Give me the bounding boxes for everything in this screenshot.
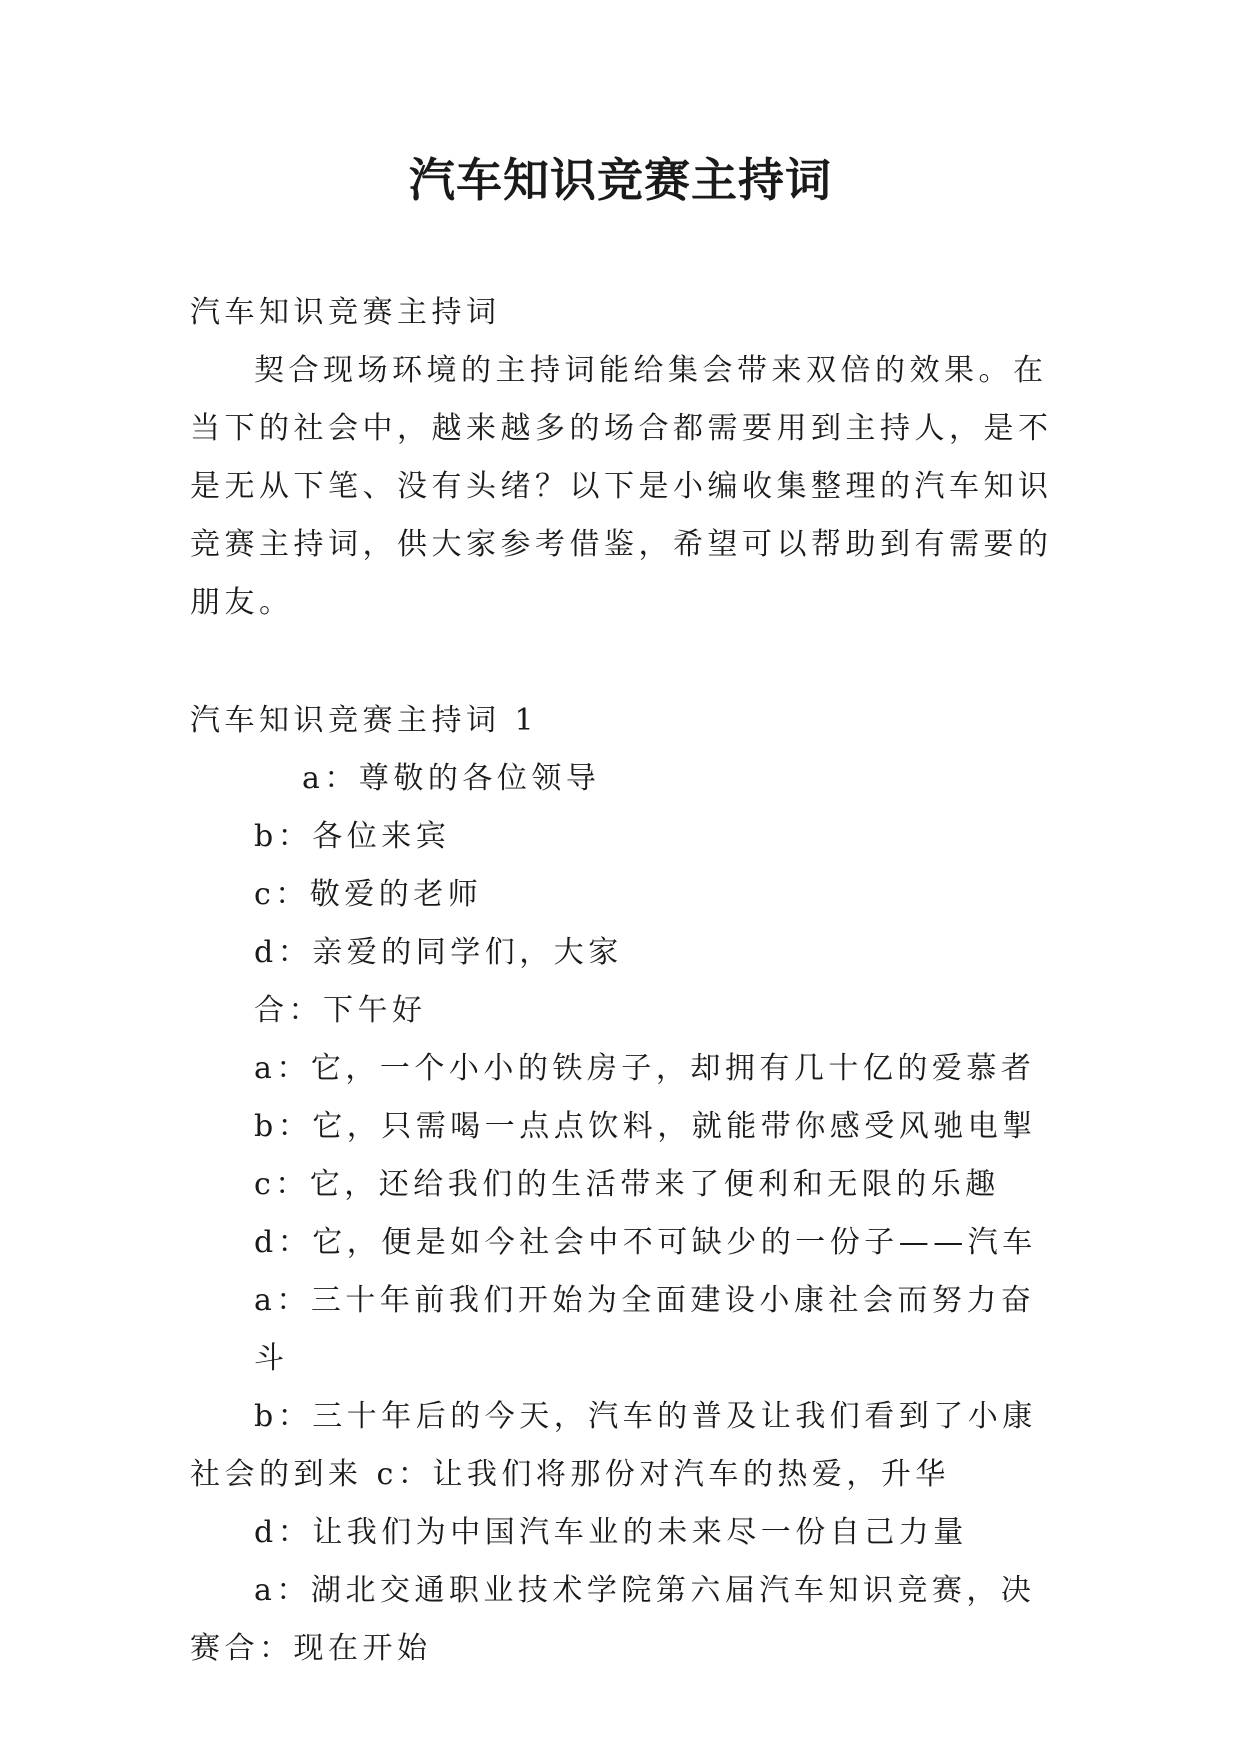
dialog-line: d：让我们为中国汽车业的未来尽一份自己力量 <box>254 1515 968 1550</box>
dialog-line: c：它，还给我们的生活带来了便利和无限的乐趣 <box>254 1167 1000 1202</box>
section-heading: 汽车知识竞赛主持词 1 <box>190 703 539 738</box>
dialog-line: a：湖北交通职业技术学院第六届汽车知识竞赛，决赛合：现在开始 <box>190 1573 1036 1666</box>
dialog-line: c：敬爱的老师 <box>254 877 483 912</box>
dialog-line: b：它，只需喝一点点饮料，就能带你感受风驰电掣 <box>254 1109 1037 1144</box>
document-title: 汽车知识竞赛主持词 <box>409 153 832 207</box>
dialog-line: 合：下午好 <box>254 993 427 1028</box>
dialog-line: d：它，便是如今社会中不可缺少的一份子——汽车 <box>254 1225 1037 1260</box>
dialog-line: a：它，一个小小的铁房子，却拥有几十亿的爱慕者 <box>254 1051 1036 1086</box>
dialog-line: a：尊敬的各位领导 <box>302 761 601 796</box>
dialog-line: b：三十年后的今天，汽车的普及让我们看到了小康社会的到来 c：让我们将那份对汽车的热爱，升华 <box>190 1399 1037 1492</box>
dialog-line: a：三十年前我们开始为全面建设小康社会而努力奋斗 <box>254 1283 1036 1376</box>
dialog-line: d：亲爱的同学们，大家 <box>254 935 623 970</box>
document-subtitle: 汽车知识竞赛主持词 <box>190 295 501 330</box>
document-body <box>190 284 1062 1678</box>
dialog-line: b：各位来宾 <box>254 819 451 854</box>
intro-paragraph: 契合现场环境的主持词能给集会带来双倍的效果。在当下的社会中，越来越多的场合都需要用到主持人，是不是无从下笔、没有头绪？以下是小编收集整理的汽车知识竞赛主持词，供大家参考借鉴，希望可以帮助到有需要的朋友。 <box>190 353 1053 620</box>
